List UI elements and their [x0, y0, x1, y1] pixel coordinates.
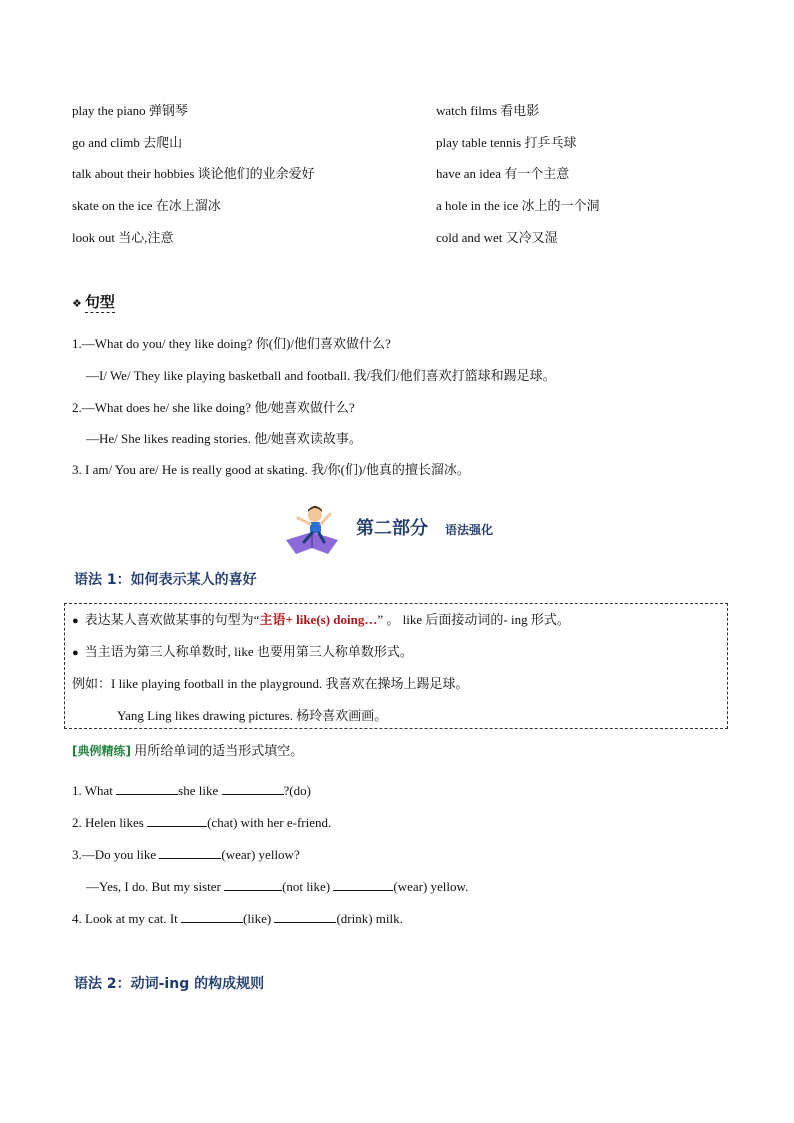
- sentences-heading: [72, 295, 115, 312]
- sentence-line-5: 3. I am/ You are/ He is really good at skating. 我/你(们)/他真的擅长溜冰。: [72, 462, 470, 477]
- q1-text-c: ?(do): [283, 783, 311, 798]
- answer-blank[interactable]: [222, 782, 284, 795]
- grammar2-title: 语法 2：动词-ing 的构成规则: [74, 976, 265, 992]
- phrase-left-2: go and climb 去爬山: [72, 135, 183, 150]
- grammar1-example-1: 例如：I like playing football in the playground. 我喜欢在操场上踢足球。: [72, 676, 469, 691]
- grammar1-example-2: Yang Ling likes drawing pictures. 杨玲喜欢画画。: [117, 708, 388, 723]
- question-3-reply: [86, 878, 468, 895]
- phrase-right-5: cold and wet 又冷又湿: [436, 230, 558, 245]
- answer-blank[interactable]: [181, 910, 243, 923]
- grammar1-rule-2: [72, 644, 413, 661]
- practice-instruction: 用所给单词的适当形式填空。: [134, 743, 304, 758]
- answer-blank[interactable]: [116, 782, 178, 795]
- rule2-text: 当主语为第三人称单数时, like 也要用第三人称单数形式。: [84, 644, 413, 659]
- sentence-line-2: —I/ We/ They like playing basketball and football. 我/我们/他们喜欢打篮球和踢足球。: [86, 368, 556, 383]
- rule1-pre: 表达某人喜欢做某事的句型为“: [84, 612, 260, 627]
- reading-boy-illustration: [282, 502, 342, 556]
- phrase-left-4: skate on the ice 在冰上溜冰: [72, 198, 221, 213]
- sentence-line-3: 2.—What does he/ she like doing? 他/她喜欢做什么?: [72, 400, 355, 415]
- sentence-line-4: —He/ She likes reading stories. 他/她喜欢读故事。: [86, 431, 362, 446]
- q3-text-b: (wear) yellow?: [221, 847, 300, 862]
- answer-blank[interactable]: [147, 814, 207, 827]
- answer-blank[interactable]: [333, 878, 393, 891]
- question-1: [72, 782, 311, 799]
- question-3: [72, 846, 300, 863]
- q3-text-e: (wear) yellow.: [393, 879, 469, 894]
- answer-blank[interactable]: [224, 878, 282, 891]
- q4-text-c: (drink) milk.: [336, 911, 403, 926]
- q4-text-a: 4. Look at my cat. It: [72, 911, 182, 926]
- sentence-line-1: 1.—What do you/ they like doing? 你(们)/他们喜欢做什么?: [72, 336, 391, 351]
- q3-text-d: (not like): [282, 879, 334, 894]
- rule1-highlight: 主语+ like(s) doing…: [259, 612, 378, 627]
- phrase-right-4: a hole in the ice 冰上的一个洞: [436, 198, 600, 213]
- q2-text-a: 2. Helen likes: [72, 815, 148, 830]
- phrase-left-5: look out 当心,注意: [72, 230, 174, 245]
- q2-text-b: (chat) with her e-friend.: [207, 815, 332, 830]
- q4-text-b: (like): [243, 911, 275, 926]
- q3-text-c: —Yes, I do. But my sister: [86, 879, 225, 894]
- phrase-left-3: talk about their hobbies 谈论他们的业余爱好: [72, 166, 315, 181]
- q3-text-a: 3.—Do you like: [72, 847, 160, 862]
- grammar1-title: 语法 1：如何表示某人的喜好: [74, 572, 257, 588]
- bullet-dot-icon: ●: [72, 647, 79, 659]
- part2-title: 第二部分: [356, 518, 428, 539]
- answer-blank[interactable]: [159, 846, 221, 859]
- answer-blank[interactable]: [274, 910, 336, 923]
- q1-text-a: 1. What: [72, 783, 117, 798]
- phrase-right-2: play table tennis 打乒乓球: [436, 135, 577, 150]
- practice-tag: [典例精练]: [72, 744, 131, 758]
- q1-text-b: she like: [178, 783, 222, 798]
- phrase-left-1: play the piano 弹钢琴: [72, 103, 188, 118]
- grammar1-rule-1: [72, 612, 570, 629]
- question-2: [72, 814, 331, 831]
- practice-heading: [72, 743, 303, 759]
- part2-subtitle: 语法强化: [445, 523, 494, 537]
- question-4: [72, 910, 403, 927]
- sentences-title: 句型: [84, 295, 115, 311]
- diamond-bullet-icon: ❖: [72, 298, 82, 310]
- phrase-right-3: have an idea 有一个主意: [436, 166, 570, 181]
- bullet-dot-icon: ●: [72, 615, 79, 627]
- rule1-post: ” 。 like 后面接动词的- ing 形式。: [377, 612, 570, 627]
- phrase-right-1: watch films 看电影: [436, 103, 540, 118]
